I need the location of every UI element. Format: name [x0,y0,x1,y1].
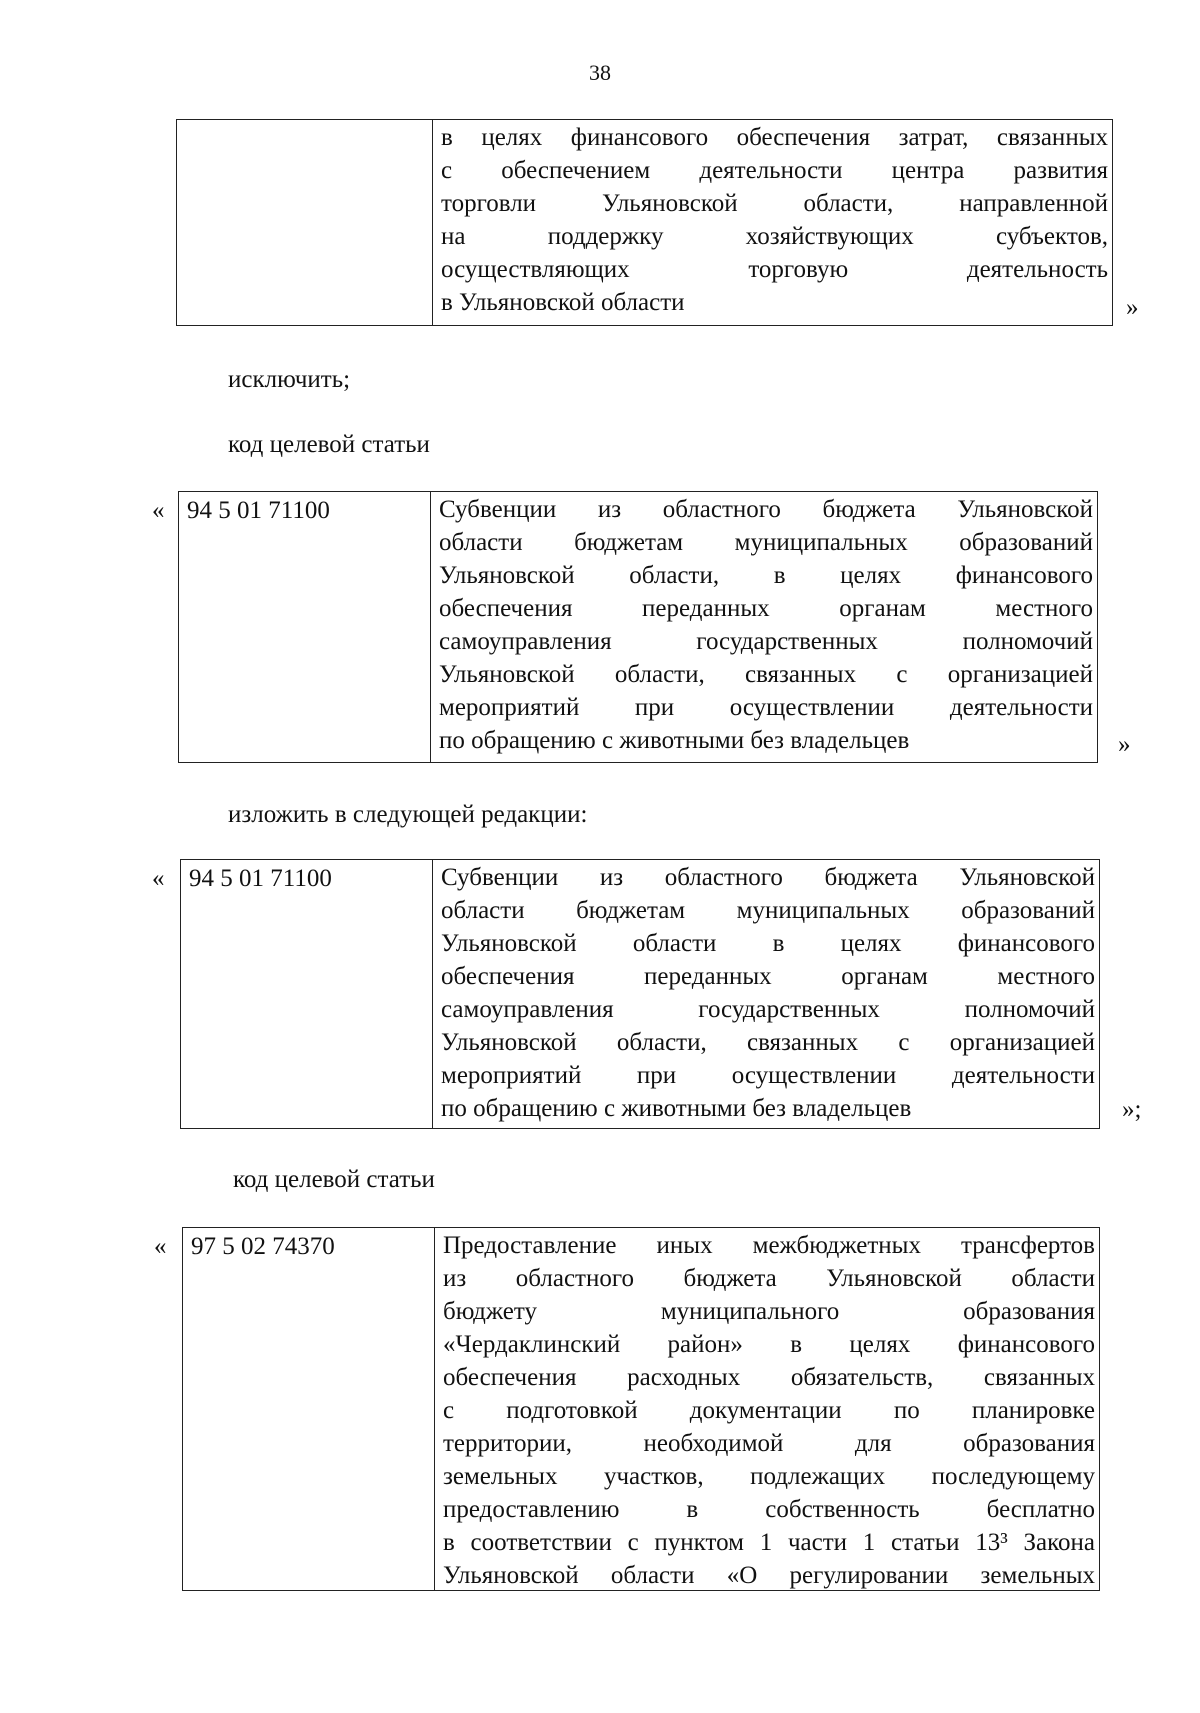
heading-target-code: код целевой статьи [233,1166,435,1193]
target-code-cell [177,120,433,325]
description-line: в соответствии с пунктом 1 части 1 статьи 13³ Закона [443,1529,1095,1556]
description-cell [433,860,1099,1128]
description-line: области бюджетам муниципальных образований [439,529,1093,556]
description-line: по обращению с животными без владельцев [441,1095,912,1122]
description-line: Ульяновской области «О регулировании земельных [443,1562,1095,1589]
instruction-edit: изложить в следующей редакции: [228,801,588,828]
description-line: области бюджетам муниципальных образований [441,897,1095,924]
description-line: обеспечения переданных органам местного [441,963,1095,990]
description-line: на поддержку хозяйствующих субъектов, [441,223,1108,250]
description-line: по обращению с животными без владельцев [439,727,910,754]
table-fragment-1 [176,119,1113,326]
heading-target-code: код целевой статьи [228,431,430,458]
description-line: торговли Ульяновской области, направленной [441,190,1108,217]
table-fragment-3 [180,859,1100,1129]
close-quote: » [1118,731,1131,758]
open-quote: « [152,497,165,524]
table-fragment-4 [182,1227,1100,1591]
open-quote: « [154,1233,167,1260]
description-line: самоуправления государственных полномочий [441,996,1095,1023]
open-quote: « [152,865,165,892]
description-line: Субвенции из областного бюджета Ульяновской [441,864,1095,891]
description-line: мероприятий при осуществлении деятельности [441,1062,1095,1089]
description-line: осуществляющих торговую деятельность [441,256,1108,283]
description-line: с подготовкой документации по планировке [443,1397,1095,1424]
description-cell [431,492,1097,762]
description-cell [433,120,1112,325]
description-line: Ульяновской области, связанных с организацией [441,1029,1095,1056]
table-fragment-2 [178,491,1098,763]
description-line: Ульяновской области в целях финансового [441,930,1095,957]
description-line: Субвенции из областного бюджета Ульяновской [439,496,1093,523]
target-code-cell: 94 5 01 71100 [179,492,431,762]
description-line: с обеспечением деятельности центра развития [441,157,1108,184]
description-line: обеспечения переданных органам местного [439,595,1093,622]
target-code-cell: 97 5 02 74370 [183,1228,435,1590]
description-line: обеспечения расходных обязательств, связанных [443,1364,1095,1391]
description-cell [435,1228,1099,1590]
description-line: предоставлению в собственность бесплатно [443,1496,1095,1523]
close-quote: »; [1122,1096,1142,1123]
description-line: «Чердаклинский район» в целях финансового [443,1331,1095,1358]
page-number: 38 [589,60,611,85]
description-line: бюджету муниципального образования [443,1298,1095,1325]
description-line: мероприятий при осуществлении деятельности [439,694,1093,721]
description-line: земельных участков, подлежащих последующему [443,1463,1095,1490]
target-code-cell: 94 5 01 71100 [181,860,433,1128]
instruction-exclude: исключить; [228,366,351,393]
description-line: самоуправления государственных полномочий [439,628,1093,655]
description-line: из областного бюджета Ульяновской области [443,1265,1095,1292]
description-line: в Ульяновской области [441,289,685,316]
description-line: в целях финансового обеспечения затрат, связанных [441,124,1108,151]
close-quote: » [1126,294,1139,321]
description-line: Ульяновской области, в целях финансового [439,562,1093,589]
description-line: территории, необходимой для образования [443,1430,1095,1457]
description-line: Ульяновской области, связанных с организацией [439,661,1093,688]
description-line: Предоставление иных межбюджетных трансфертов [443,1232,1095,1259]
